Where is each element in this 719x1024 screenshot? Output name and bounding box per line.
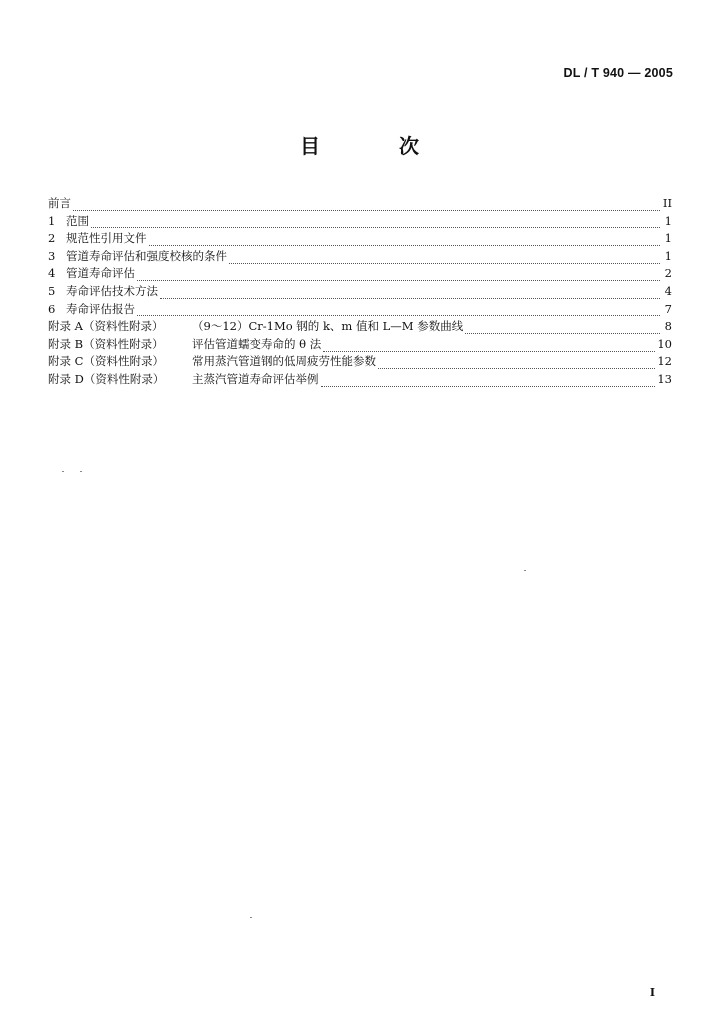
toc-entry-page: II <box>662 196 672 210</box>
toc-entry-6[interactable] <box>48 301 672 319</box>
dot-leader <box>137 271 660 281</box>
toc-entry-number: 6 <box>48 301 56 316</box>
scan-speck <box>80 471 82 472</box>
toc-entry-number: 5 <box>48 283 56 298</box>
toc-entry-page: 1 <box>664 213 672 228</box>
appendix-page: 13 <box>657 371 672 386</box>
toc-entry-page: 7 <box>664 301 672 316</box>
toc-entry-label: 寿命评估报告 <box>66 301 135 316</box>
toc-entry-number: 3 <box>48 248 56 263</box>
toc-entry-page: 2 <box>664 266 672 281</box>
dot-leader <box>321 377 656 387</box>
scan-speck <box>250 917 252 918</box>
toc-entry-3[interactable] <box>48 248 672 266</box>
toc-entry-label: 规范性引用文件 <box>66 231 147 246</box>
toc-appendix-b[interactable] <box>48 336 672 354</box>
table-of-contents <box>48 195 672 389</box>
appendix-label: （9～12）Cr-1Mo 钢的 k、m 值和 L—M 参数曲线 <box>192 319 464 334</box>
dot-leader <box>91 218 660 228</box>
appendix-tag: 附录 C（资料性附录） <box>48 354 164 369</box>
appendix-label: 评估管道蠕变寿命的 θ 法 <box>192 336 322 351</box>
toc-appendix-a[interactable] <box>48 318 672 336</box>
dot-leader <box>149 236 661 246</box>
toc-entry-label: 寿命评估技术方法 <box>66 283 158 298</box>
toc-appendix-c[interactable] <box>48 353 672 371</box>
appendix-tag: 附录 D（资料性附录） <box>48 371 165 386</box>
toc-entry-label: 范围 <box>66 213 89 228</box>
dot-leader <box>137 306 660 316</box>
appendix-label: 主蒸汽管道寿命评估举例 <box>192 371 319 386</box>
appendix-tag: 附录 B（资料性附录） <box>48 336 164 351</box>
appendix-page: 10 <box>657 336 672 351</box>
toc-entry-4[interactable] <box>48 265 672 283</box>
appendix-tag: 附录 A（资料性附录） <box>48 319 164 334</box>
toc-entry-label: 管道寿命评估和强度校核的条件 <box>66 248 227 263</box>
dot-leader <box>160 289 660 299</box>
standard-code: DL / T 940 — 2005 <box>563 66 673 80</box>
toc-entry-1[interactable] <box>48 213 672 231</box>
toc-entry-2[interactable] <box>48 230 672 248</box>
dot-leader <box>323 342 655 352</box>
toc-entry-page: 4 <box>664 283 672 298</box>
toc-entry-label: 管道寿命评估 <box>66 266 135 281</box>
toc-entry-number: 1 <box>48 213 56 228</box>
scan-speck <box>524 570 526 571</box>
toc-entry-number: 2 <box>48 231 56 246</box>
page-number: I <box>649 986 655 999</box>
appendix-page: 12 <box>657 354 672 369</box>
dot-leader <box>73 201 660 211</box>
toc-entry-page: 1 <box>664 248 672 263</box>
page-title: 目 次 <box>300 134 455 158</box>
dot-leader <box>229 254 660 264</box>
appendix-label: 常用蒸汽管道钢的低周疲劳性能参数 <box>192 354 376 369</box>
toc-entry-preface[interactable] <box>48 195 672 213</box>
toc-entry-page: 1 <box>664 231 672 246</box>
dot-leader <box>465 324 660 334</box>
appendix-page: 8 <box>664 319 672 334</box>
toc-appendix-d[interactable] <box>48 371 672 389</box>
toc-entry-number: 4 <box>48 266 56 281</box>
toc-entry-5[interactable] <box>48 283 672 301</box>
dot-leader <box>378 359 655 369</box>
scan-speck <box>62 471 64 472</box>
toc-entry-label: 前言 <box>48 196 71 210</box>
